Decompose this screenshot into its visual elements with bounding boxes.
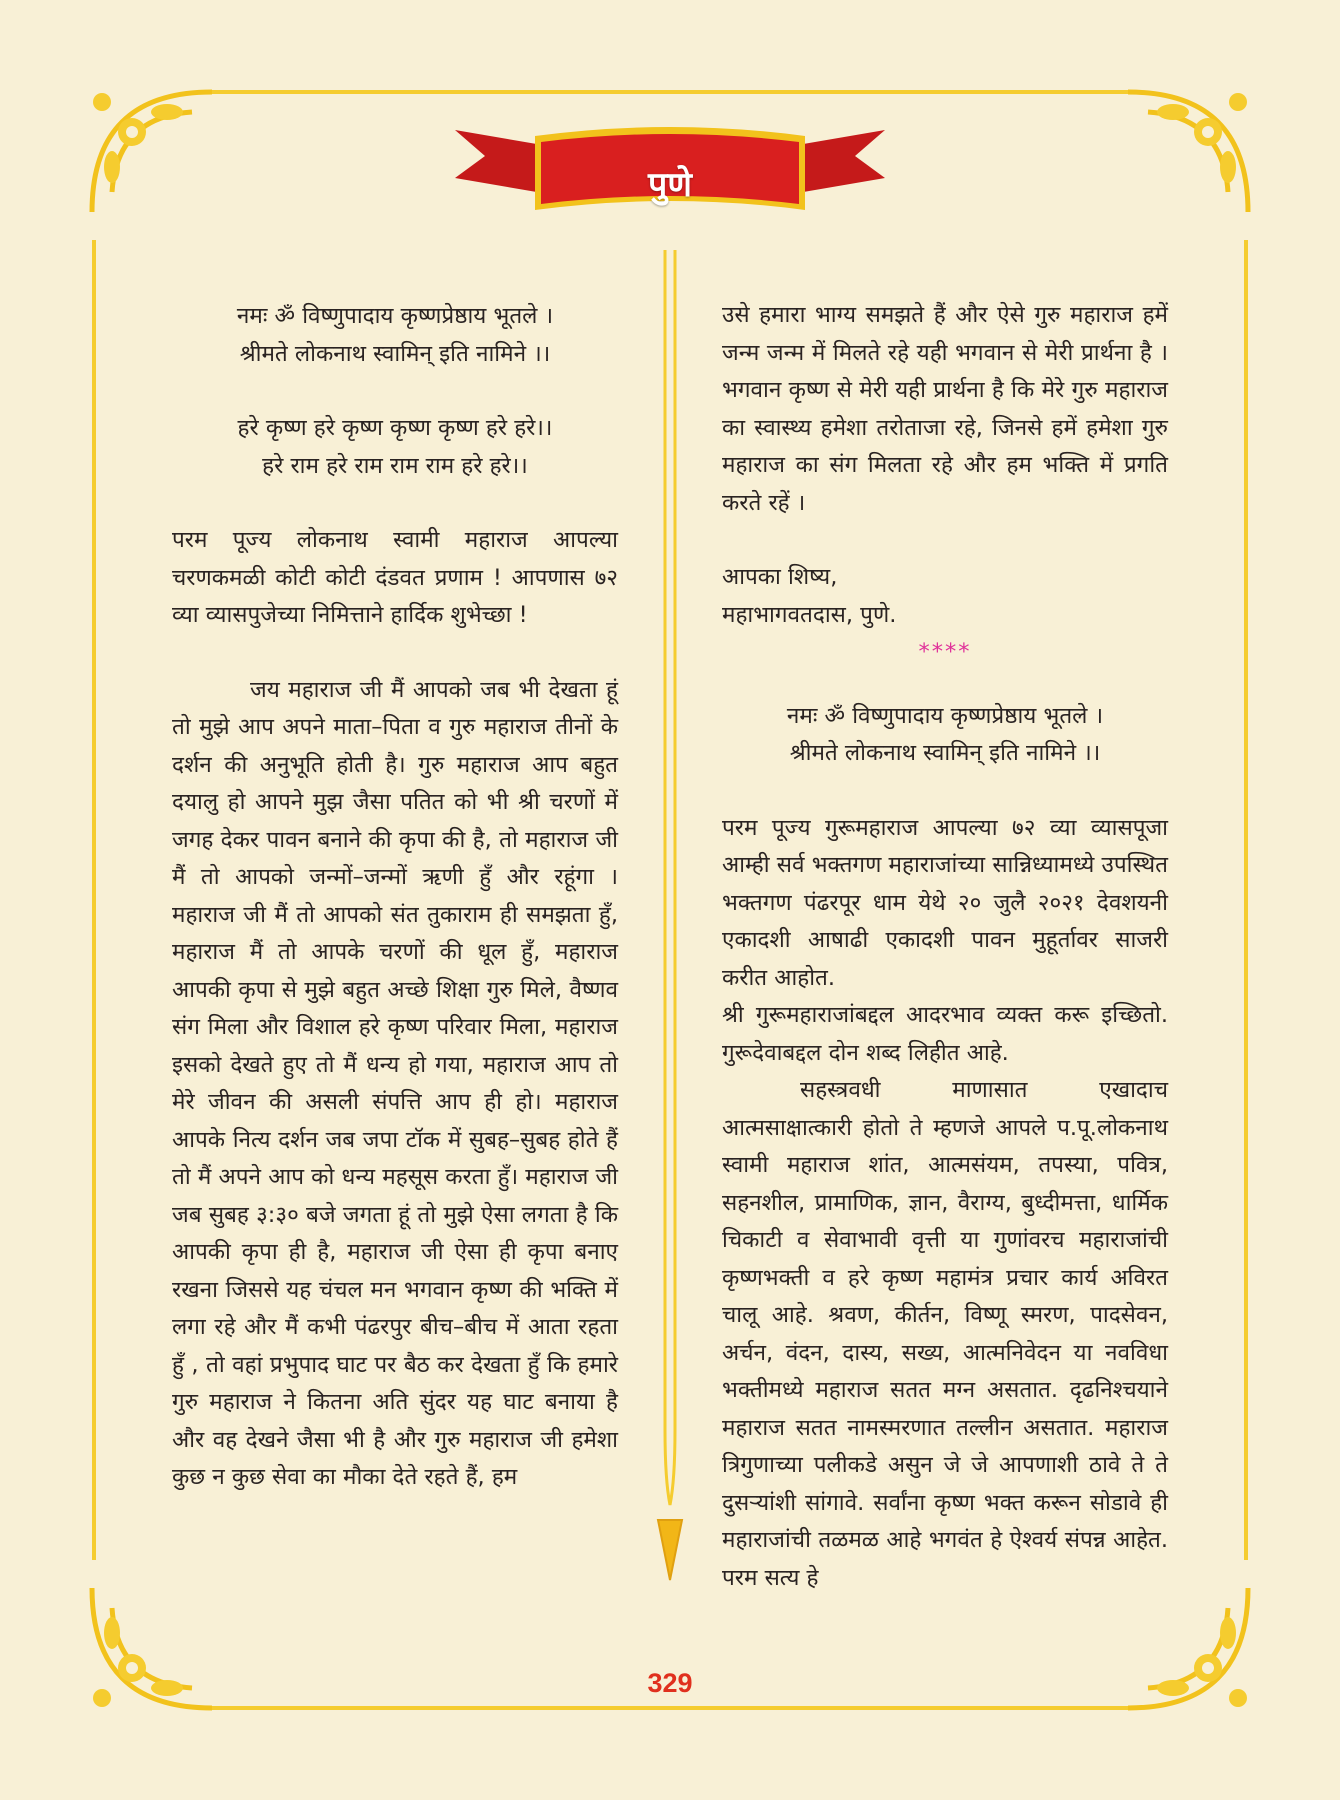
spacer <box>172 373 618 410</box>
spacer <box>722 522 1168 559</box>
paragraph: श्री गुरूमहाराजांबद्दल आदरभाव व्यक्त करू इच्छितो. गुरूदेवाबद्दल दोन शब्द लिहीत आहे. <box>722 1002 1168 1066</box>
spacer <box>722 672 1168 698</box>
column-divider <box>650 250 690 1590</box>
page-number: 329 <box>647 1668 693 1698</box>
paragraph: जय महाराज जी मैं आपको जब भी देखता हूं तो मुझे आप अपने माता–पिता व गुरु महाराज तीनों के दर्शन की अनुभूति होती है। गुरु महाराज आप बहुत दयालु हो आपने मुझ जैसा पतित को भी श्री चरणों में जगह देकर पावन बनाने की कृपा की है, तो महाराज जी मैं तो आपको जन्मों–जन्मों ऋणी हुँ और रहूंगा । महाराज जी मैं तो आपको संत तुकाराम ही समझता हुँ, महाराज मैं तो आपके चरणों की धूल हुँ, महाराज आपकी कृपा से मुझे बहुत अच्छे शिक्षा गुरु मिले, वैष्णव संग मिला और विशाल हरे कृष्ण परिवार मिला, महाराज इसको देखते हुए तो मैं धन्य हो गया, महाराज आप तो मेरे जीवन की असली संपत्ति आप ही हो। महाराज आपके नित्य दर्शन जब जपा टॉक में सुबह–सुबह होते हैं तो मैं अपने आप को धन्य महसूस करता हुँ। महाराज जी जब सुबह ३:३० बजे जगता हूं तो मुझे ऐसा लगता है कि आपकी कृपा ही है, महाराज जी ऐसा ही कृपा बनाए रखना जिससे यह चंचल मन भगवान कृष्ण की भक्ति में लगा रहे और मैं कभी पंढरपुर बीच–बीच में आता रहता हुँ , तो वहां प्रभुपाद घाट पर बैठ कर देखता हुँ कि हमारे गुरु महाराज ने कितना अति सुंदर यह घाट बनाया है और वह देखने जैसा भी है और गुरु महाराज जी हमेशा कुछ न कुछ सेवा का मौका देते रहते हैं, हम <box>172 676 618 1490</box>
paragraph: उसे हमारा भाग्य समझते हैं और ऐसे गुरु महाराज हमें जन्म जन्म में मिलते रहे यही भगवान से मेरी प्रार्थना है । भगवान कृष्ण से मेरी यही प्रार्थना है कि मेरे गुरु महाराज का स्वास्थ्य हमेशा तरोताजा रहे, जिनसे हमें हमेशा गुरु महाराज का संग मिलता रहे और हम भक्ति में प्रगति करते रहें । <box>722 302 1168 516</box>
corner-ornament-top-left <box>72 72 222 222</box>
spacer <box>722 773 1168 810</box>
verse-block <box>172 298 618 373</box>
frame-right-line <box>1244 240 1248 1560</box>
paragraph: सहस्त्रवधी माणासात एखादाच आत्मसाक्षात्कारी होतो ते म्हणजे आपले प.पू.लोकनाथ स्वामी महाराज शांत, आत्मसंयम, तपस्या, पवित्र, सहनशील, प्रामाणिक, ज्ञान, वैराग्य, बुध्दीमत्ता, धार्मिक चिकाटी व सेवाभावी वृत्ती या गुणांवरच महाराजांची कृष्णभक्ती व हरे कृष्ण महामंत्र प्रचार कार्य अविरत चालू आहे. श्रवण, कीर्तन, विष्णू स्मरण, पादसेवन, अर्चन, वंदन, दास्य, सख्य, आत्मनिवेदन या नवविधा भक्तीमध्ये महाराज सतत मग्न असतात. दृढनिश्चयाने महाराज सतत नामस्मरणात तल्लीन असतात. महाराज त्रिगुणाच्या पलीकडे असुन जे जे आपणाशी ठावे ते ते दुसऱ्यांशी सांगावे. सर्वांना कृष्ण भक्त करून सोडावे ही महाराजांची तळमळ आहे भगवंत हे ऐश्वर्य संपन्न आहेत. परम सत्य हे <box>722 1077 1168 1591</box>
frame-bottom-line <box>200 1706 1140 1710</box>
paragraph: परम पूज्य गुरूमहाराज आपल्या ७२ व्या व्यासपूजा आम्ही सर्व भक्तगण महाराजांच्या सान्निध्यामध्ये उपस्थित भक्तगण पंढरपूर धाम येथे २० जुलै २०२१ देवशयनी एकादशी आषाढी एकादशी पावन मुहूर्तावर साजरी करीत आहोत. <box>722 814 1168 991</box>
spacer <box>172 635 618 672</box>
corner-ornament-top-right <box>1118 72 1268 222</box>
verse-line: श्रीमते लोकनाथ स्वामिन् इति नामिने ।। <box>239 340 551 367</box>
verse-line: श्रीमते लोकनाथ स्वामिन् इति नामिने ।। <box>789 740 1101 766</box>
section-separator: **** <box>918 639 972 665</box>
frame-left-line <box>92 240 96 1560</box>
verse-line: नमः ॐ विष्णुपादाय कृष्णप्रेष्ठाय भूतले । <box>236 303 554 329</box>
left-column <box>172 298 618 1497</box>
verse-line: हरे राम हरे राम राम राम हरे हरे।। <box>262 452 528 479</box>
verse-line: हरे कृष्ण हरे कृष्ण कृष्ण कृष्ण हरे हरे।। <box>237 415 553 441</box>
verse-block <box>172 410 618 485</box>
page-title: पुणे <box>648 165 692 205</box>
spacer <box>172 485 618 522</box>
signature-block <box>722 559 1168 634</box>
verse-line: नमः ॐ विष्णुपादाय कृष्णप्रेष्ठाय भूतले । <box>786 702 1104 729</box>
right-column <box>722 297 1168 1597</box>
corner-ornament-bottom-right <box>1118 1578 1268 1728</box>
signature-line: आपका शिष्य, <box>722 564 838 590</box>
signature-line: महाभागवतदास, पुणे. <box>722 601 897 628</box>
frame-top-line <box>200 90 1140 94</box>
corner-ornament-bottom-left <box>72 1578 222 1728</box>
paragraph: परम पूज्य लोकनाथ स्वामी महाराज आपल्या चरणकमळी कोटी कोटी दंडवत प्रणाम ! आपणास ७२ व्या व्यासपुजेच्या निमित्ताने हार्दिक शुभेच्छा ! <box>172 527 618 628</box>
verse-block <box>722 698 1168 773</box>
